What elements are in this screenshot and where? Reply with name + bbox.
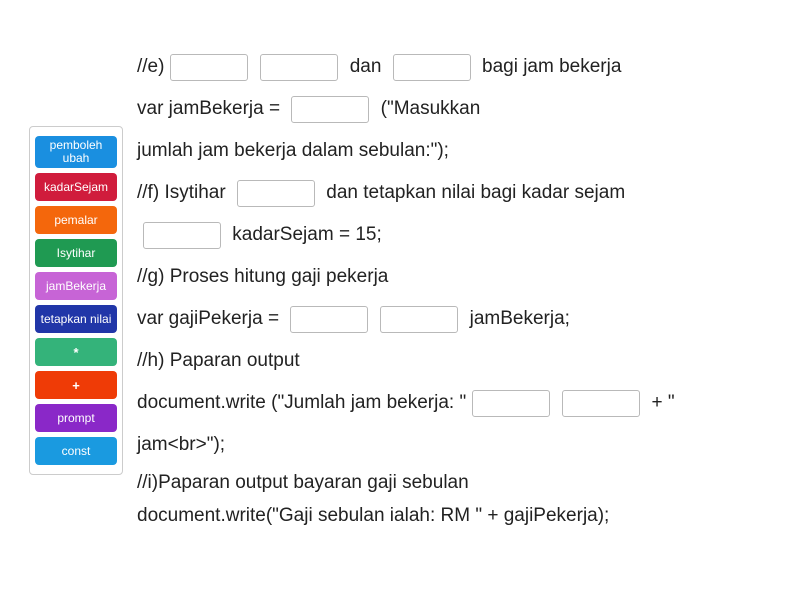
- line-i: [137, 466, 777, 499]
- text-fragment: document.write("Gaji sebulan ialah: RM " + gajiPekerja);: [137, 505, 610, 526]
- blank-f-1[interactable]: [237, 180, 315, 207]
- line-e: [137, 46, 777, 88]
- blank-e-2[interactable]: [260, 54, 338, 81]
- line-gajiPekerja: [137, 298, 777, 340]
- draggable-word-bank[interactable]: [29, 126, 123, 475]
- text-fragment: jam<br>");: [137, 434, 226, 455]
- text-fragment: var jamBekerja =: [137, 98, 286, 119]
- text-fragment: //f) Isytihar: [137, 182, 231, 203]
- word-chip[interactable]: const: [35, 437, 117, 465]
- line-document-write-gaji: [137, 499, 777, 532]
- word-chip[interactable]: pemboleh ubah: [35, 136, 117, 168]
- blank-const-kadar[interactable]: [143, 222, 221, 249]
- text-fragment: dan: [344, 56, 387, 77]
- blank-prompt-jam[interactable]: [291, 96, 369, 123]
- blank-gaji-1[interactable]: [290, 306, 368, 333]
- line-jumlah-jam: [137, 130, 777, 172]
- word-chip[interactable]: jamBekerja: [35, 272, 117, 300]
- word-chip[interactable]: *: [35, 338, 117, 366]
- line-kadarSejam: [137, 214, 777, 256]
- text-fragment: //g) Proses hitung gaji pekerja: [137, 266, 389, 287]
- text-fragment: //h) Paparan output: [137, 350, 300, 371]
- word-chip[interactable]: tetapkan nilai: [35, 305, 117, 333]
- exercise-text: [137, 46, 777, 532]
- text-fragment: //i)Paparan output bayaran gaji sebulan: [137, 472, 469, 493]
- text-fragment: jamBekerja;: [464, 308, 570, 329]
- line-h: [137, 340, 777, 382]
- word-chip[interactable]: prompt: [35, 404, 117, 432]
- line-var-jamBekerja: [137, 88, 777, 130]
- text-fragment: //e): [137, 56, 165, 77]
- text-fragment: kadarSejam = 15;: [227, 224, 382, 245]
- line-document-write-jam: [137, 382, 777, 424]
- word-chip[interactable]: +: [35, 371, 117, 399]
- blank-e-3[interactable]: [393, 54, 471, 81]
- word-chip[interactable]: pemalar: [35, 206, 117, 234]
- text-fragment: document.write ("Jumlah jam bekerja: ": [137, 392, 467, 413]
- text-fragment: var gajiPekerja =: [137, 308, 285, 329]
- line-f: [137, 172, 777, 214]
- blank-e-1[interactable]: [170, 54, 248, 81]
- text-fragment: + ": [646, 392, 675, 413]
- text-fragment: bagi jam bekerja: [476, 56, 622, 77]
- text-fragment: dan tetapkan nilai bagi kadar sejam: [320, 182, 626, 203]
- blank-output-1[interactable]: [472, 390, 550, 417]
- word-chip[interactable]: Isytihar: [35, 239, 117, 267]
- blank-gaji-2[interactable]: [380, 306, 458, 333]
- line-jam-br: [137, 424, 777, 466]
- blank-output-2[interactable]: [562, 390, 640, 417]
- line-g: [137, 256, 777, 298]
- word-chip[interactable]: kadarSejam: [35, 173, 117, 201]
- text-fragment: ("Masukkan: [375, 98, 481, 119]
- text-fragment: jumlah jam bekerja dalam sebulan:");: [137, 140, 449, 161]
